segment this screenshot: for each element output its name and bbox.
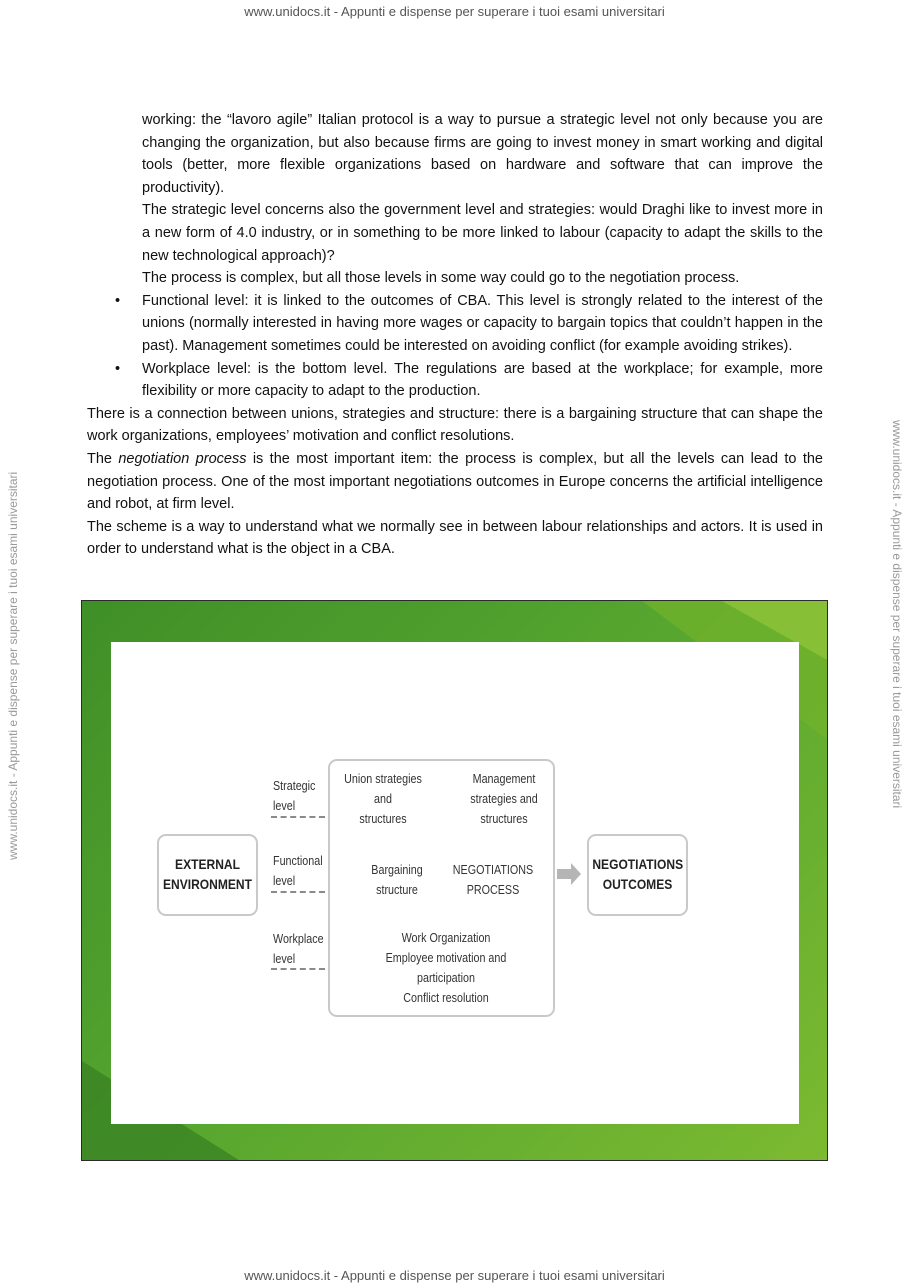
outcomes-line-1: NEGOTIATIONS (592, 856, 684, 872)
watermark-header: www.unidocs.it - Appunti e dispense per superare i tuoi esami universitari (244, 4, 665, 19)
strategic-line-1: Strategic (273, 779, 316, 793)
paragraph-connection: There is a connection between unions, strategies and structure: there is a bargaining structure that can shape the work organizations, employees’ motivation and conflict resolutions. (87, 405, 823, 445)
external-line-2: ENVIRONMENT (163, 876, 252, 892)
watermark-side-left: www.unidocs.it - Appunti e dispense per superare i tuoi esami universitari (6, 471, 20, 860)
work-line-2: Employee motivation and (385, 951, 507, 965)
functional-level-label (273, 851, 323, 891)
functional-line-2: level (273, 874, 296, 888)
negotiations-process-line-1: NEGOTIATIONS (452, 863, 534, 877)
paragraph-strategic-government: The strategic level concerns also the government level and strategies: would Draghi like to invest more in a new form of 4.0 industry, or in something to be more linked to labour (capacity to adapt the skills to the new technological approach)? (142, 202, 823, 264)
work-line-1: Work Organization (401, 931, 491, 945)
bullet-workplace-text: Workplace level: is the bottom level. The regulations are based at the workplace; for example, more flexibility or more capacity to adapt to the production. (142, 360, 823, 400)
workplace-level-dash (271, 968, 325, 970)
bullet-functional-text: Functional level: it is linked to the outcomes of CBA. This level is strongly related to the interest of the unions (normally interested in having more wages or capacity to bargain topics that couldn’t happen in the past). Management sometimes could be interested on avoiding conflict (for example avoiding strikes). (142, 292, 823, 354)
bullet-workplace-level (87, 358, 823, 403)
document-body (87, 109, 823, 561)
work-line-3: participation (417, 971, 475, 985)
bargaining-line-1: Bargaining (371, 863, 423, 877)
management-line-2: strategies and (470, 792, 538, 806)
text-run: The (87, 450, 119, 467)
bullet-functional-level (87, 290, 823, 358)
management-line-3: structures (480, 812, 528, 826)
emphasis-negotiation-process: negotiation process (118, 450, 247, 467)
watermark-side-right: www.unidocs.it - Appunti e dispense per superare i tuoi esami universitari (890, 420, 904, 809)
negotiations-process-line-2: PROCESS (466, 883, 520, 897)
work-organization-label (364, 928, 527, 1008)
union-line-1: Union strategies (344, 772, 422, 786)
paragraph-lavoro-agile: working: the “lavoro agile” Italian protocol is a way to pursue a strategic level not only because you are changing the organization, but also because firms are going to invest money in smart working and digital tools (better, more flexible organizations based on hardware and software that can improve the productivity). (142, 112, 823, 196)
negotiations-outcomes-label (592, 854, 682, 894)
paragraph-process-complex: The process is complex, but all those levels in some way could go to the negotiation process. (142, 270, 740, 287)
negotiations-process-label (450, 860, 536, 900)
management-strategies-label (461, 769, 547, 829)
outcomes-line-2: OUTCOMES (602, 876, 673, 892)
union-strategies-label (340, 769, 426, 829)
strategic-line-2: level (273, 799, 296, 813)
external-line-1: EXTERNAL (175, 856, 240, 872)
workplace-level-label (273, 929, 324, 969)
workplace-line-1: Workplace (273, 932, 324, 946)
management-line-1: Management (472, 772, 536, 786)
union-line-3: structures (359, 812, 407, 826)
text-run: is the most important item: the process is complex, but all the levels can lead to the negotiation process. One of the most important negotiations outcomes in Europe concerns the artificial intelligence and robot, at firm level. (87, 450, 823, 513)
paragraph-negotiation-process (87, 448, 823, 516)
work-line-4: Conflict resolution (403, 991, 489, 1005)
slide-content (111, 642, 799, 1124)
workplace-line-2: level (273, 952, 296, 966)
functional-line-1: Functional (273, 854, 323, 868)
strategic-level-label (273, 776, 315, 816)
strategic-level-dash (271, 816, 325, 818)
external-environment-label (162, 854, 252, 894)
bargaining-line-2: structure (376, 883, 418, 897)
functional-level-dash (271, 891, 325, 893)
bargaining-structure-label (357, 860, 436, 900)
arrow-to-outcomes (557, 863, 581, 885)
slide-figure (81, 600, 828, 1161)
watermark-footer: www.unidocs.it - Appunti e dispense per superare i tuoi esami universitari (244, 1268, 665, 1283)
bullet-dot: • (115, 292, 121, 309)
bullet-dot: • (115, 360, 121, 377)
paragraph-scheme: The scheme is a way to understand what we normally see in between labour relationships and actors. It is used in order to understand what is the object in a CBA. (87, 518, 823, 558)
union-line-2: and (374, 792, 392, 806)
